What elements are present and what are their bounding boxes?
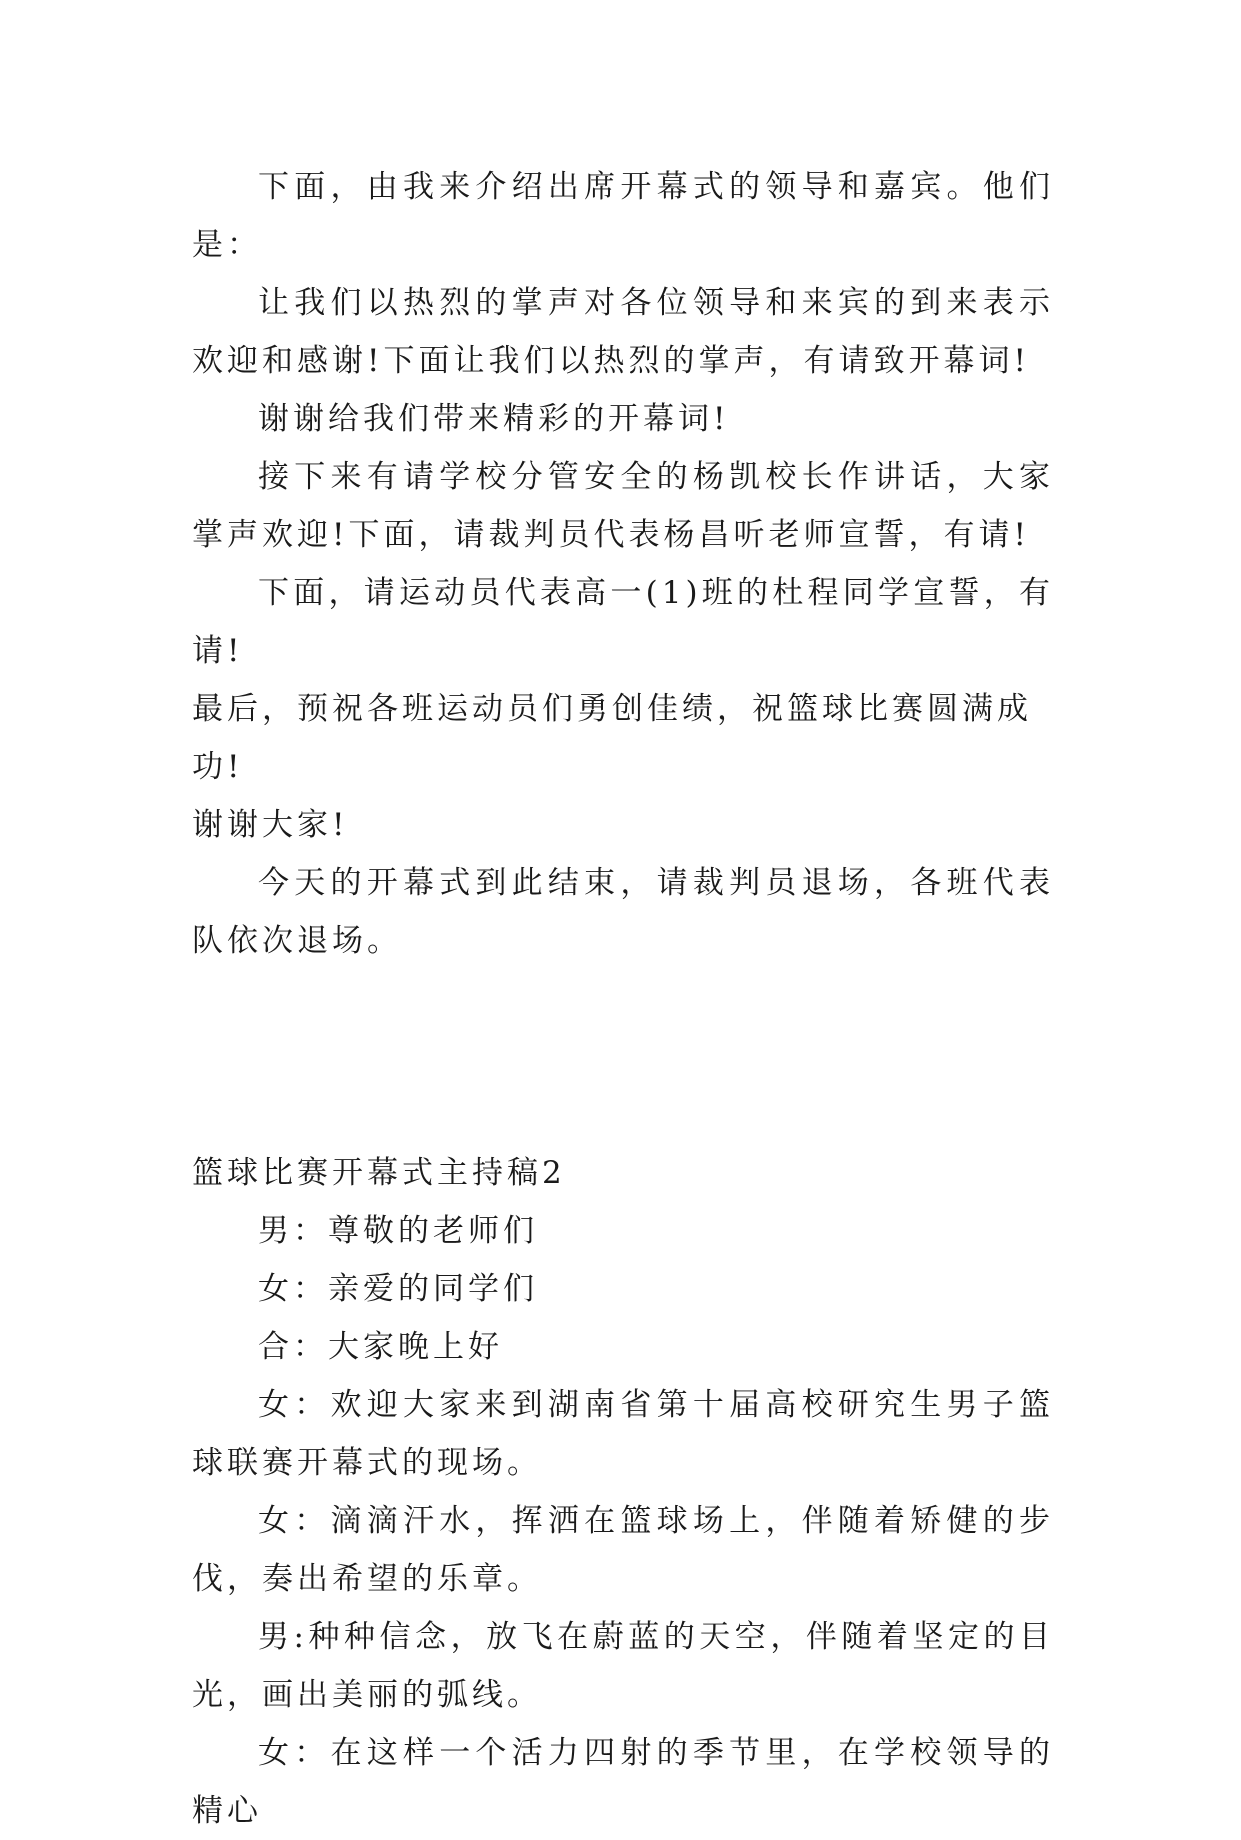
paragraph-principal-speech: 接下来有请学校分管安全的杨凯校长作讲话，大家掌声欢迎!下面，请裁判员代表杨昌听老师宣誓，有请!	[192, 459, 1054, 553]
document-page	[192, 158, 1054, 1840]
paragraph-intro-guests: 下面，由我来介绍出席开幕式的领导和嘉宾。他们是：	[192, 169, 1054, 263]
paragraph-season: 女：在这样一个活力四射的季节里，在学校领导的精心	[192, 1735, 1054, 1829]
paragraph-athlete-oath: 下面，请运动员代表高一(1)班的杜程同学宣誓，有请!	[192, 575, 1054, 669]
paragraph-closing: 今天的开幕式到此结束，请裁判员退场，各班代表队依次退场。	[192, 865, 1054, 959]
paragraph-welcome-applause: 让我们以热烈的掌声对各位领导和来宾的到来表示欢迎和感谢!下面让我们以热烈的掌声，有请致开幕词!	[192, 285, 1054, 379]
paragraph-sweat: 女：滴滴汗水，挥洒在篮球场上，伴随着矫健的步伐，奏出希望的乐章。	[192, 1503, 1054, 1597]
paragraph-thanks-speech: 谢谢给我们带来精彩的开幕词!	[258, 401, 730, 437]
paragraph-female-greeting: 女：亲爱的同学们	[258, 1271, 538, 1307]
section-gap	[192, 970, 1054, 1144]
line-thank-everyone: 谢谢大家!	[192, 807, 349, 843]
section-title: 篮球比赛开幕式主持稿2	[192, 1155, 566, 1191]
paragraph-together-greeting: 合：大家晚上好	[258, 1329, 503, 1365]
paragraph-welcome-league: 女：欢迎大家来到湖南省第十届高校研究生男子篮球联赛开幕式的现场。	[192, 1387, 1054, 1481]
line-wishes: 最后，预祝各班运动员们勇创佳绩，祝篮球比赛圆满成功!	[192, 691, 1032, 785]
paragraph-male-greeting: 男：尊敬的老师们	[258, 1213, 538, 1249]
paragraph-belief: 男:种种信念，放飞在蔚蓝的天空，伴随着坚定的目光，画出美丽的弧线。	[192, 1619, 1054, 1713]
